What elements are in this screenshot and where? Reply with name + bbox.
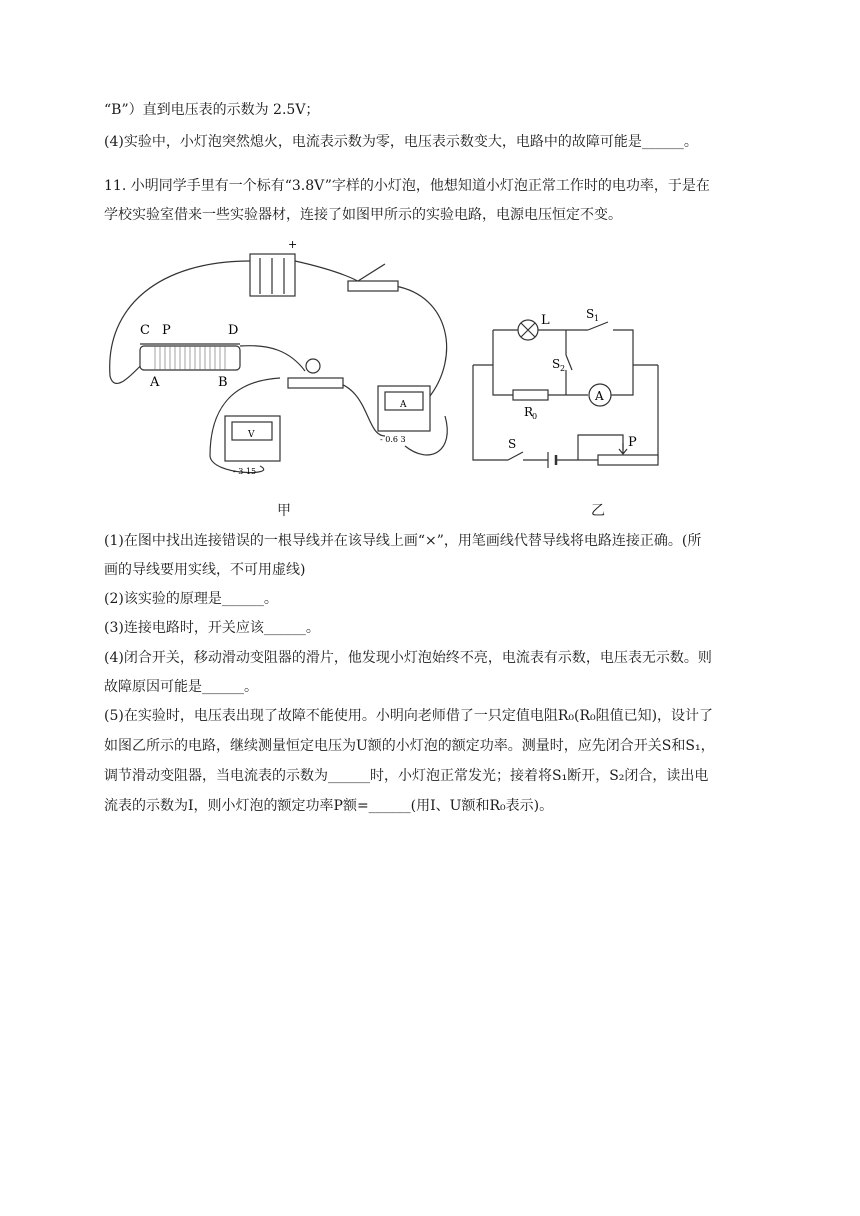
label-s1: S [586,307,595,321]
label-c: C [140,323,150,338]
line-13: 调节滑动变阻器，当电流表的示数为______时，小灯泡正常发光；接着将S₁断开，S₂闭合，读出电 [104,768,709,784]
label-s2: S [552,357,561,371]
line-6: 画的导线要用实线，不可用虚线) [104,562,306,578]
switch-s2-icon [566,355,572,370]
line-14: 流表的示数为I，则小灯泡的额定功率P额=______(用I、U额和R₀表示)。 [104,798,554,814]
switch-icon [348,264,398,291]
line-7: (2)该实验的原理是______。 [104,591,278,607]
line-5: (1)在图中找出连接错误的一根导线并在该导线上画“×”，用笔画线代替导线将电路连接正确。(所 [104,533,702,549]
voltmeter-label: V [248,430,255,440]
label-d: D [228,323,239,338]
figure-yi [468,300,668,470]
line-11: (5)在实验时，电压表出现了故障不能使用。小明向老师借了一只定值电阻R₀(R₀阻值已知)，设计了 [104,708,714,724]
label-p: P [162,323,171,338]
battery-plus-label: + [288,238,298,251]
ammeter-label: A [400,400,407,410]
line-3: 11. 小明同学手里有一个标有“3.8V”字样的小灯泡，他想知道小灯泡正常工作时的电功率，于是在 [104,178,710,194]
line-1: “B”）直到电压表的示数为 2.5V； [104,102,320,118]
label-s: S [508,437,517,451]
line-12: 如图乙所示的电路，继续测量恒定电压为U额的小灯泡的额定功率。测量时，应先闭合开关S和S₁， [104,738,715,754]
caption-jia: 甲 [277,503,291,519]
label-s1-sub: 1 [594,314,600,323]
ammeter-scale: - 0.6 3 [380,435,406,444]
line-2: (4)实验中，小灯泡突然熄火，电流表示数为零，电压表示数变大，电路中的故障可能是______。 [104,134,698,150]
line-8: (3)连接电路时，开关应该______。 [104,620,320,636]
battery-symbol-icon [548,452,556,468]
lamp-symbol-icon [518,320,538,340]
lamp-icon [288,359,343,388]
label-s2-sub: 2 [560,364,566,373]
label-p: P [628,435,637,450]
line-9: (4)闭合开关，移动滑动变阻器的滑片，他发现小灯泡始终不亮，电流表有示数，电压表无示数。则 [104,650,712,666]
label-ammeter: A [595,389,604,403]
line-4: 学校实验室借来一些实验器材，连接了如图甲所示的实验电路，电源电压恒定不变。 [104,207,622,223]
switch-s-icon [508,452,523,460]
caption-yi: 乙 [591,503,605,519]
label-r0-sub: 0 [532,412,538,421]
label-a: A [150,375,160,390]
voltmeter-scale: - 3 15 [233,467,257,476]
line-10: 故障原因可能是______。 [104,679,258,695]
battery-icon [250,254,295,296]
label-l: L [541,313,550,328]
label-r0: R [524,405,534,419]
resistor-r0-icon [513,390,548,400]
label-b: B [218,375,228,390]
switch-s1-icon [588,322,608,330]
rheostat-symbol-icon [598,455,658,465]
figure-jia [100,236,470,496]
